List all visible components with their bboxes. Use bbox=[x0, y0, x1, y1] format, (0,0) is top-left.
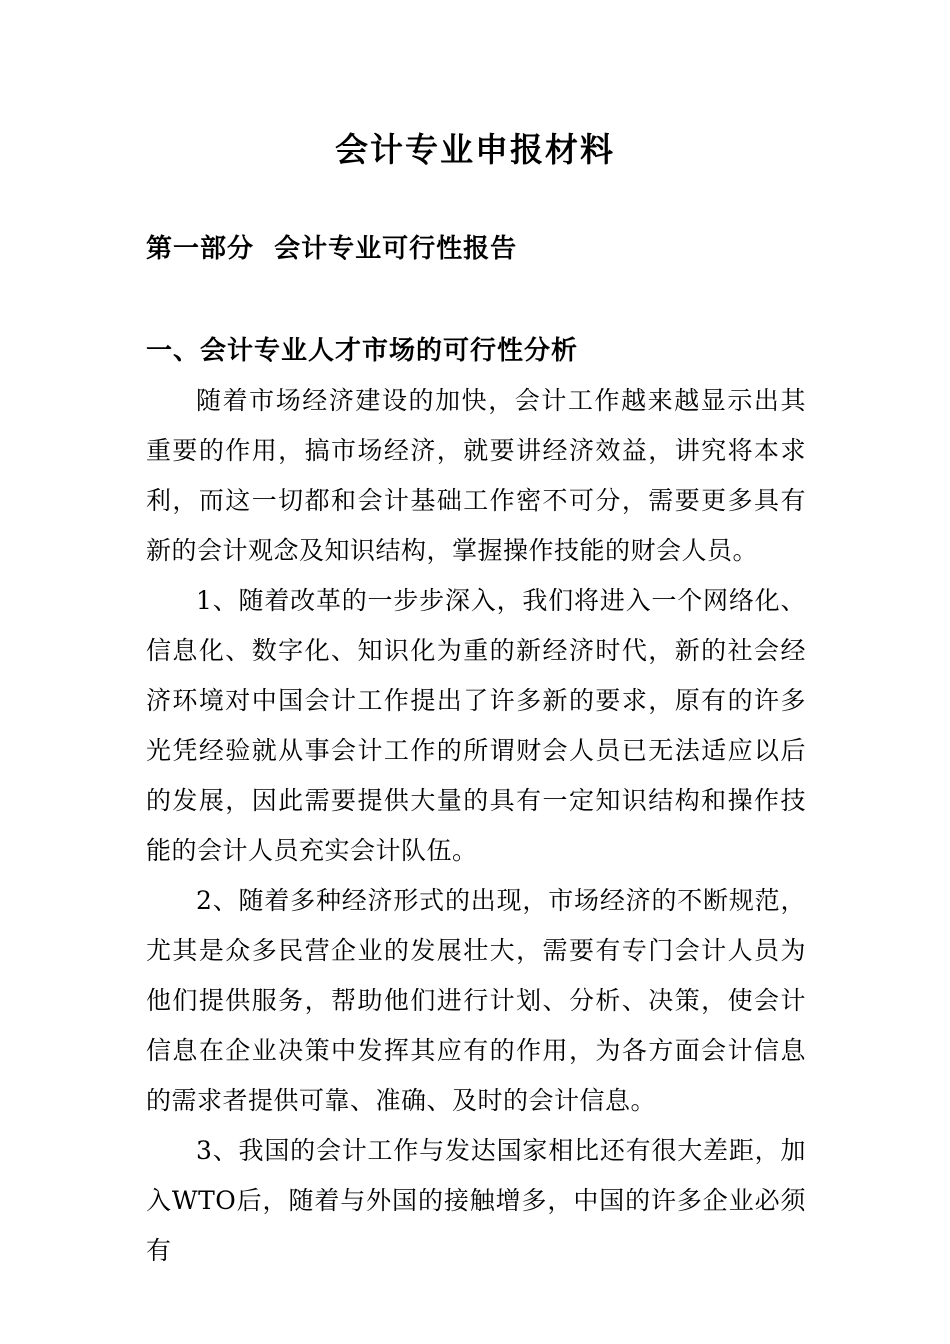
paragraph-point-2: 2、随着多种经济形式的出现，市场经济的不断规范，尤其是众多民营企业的发展壮大，需要有专门会计人员为他们提供服务，帮助他们进行计划、分析、决策，使会计信息在企业决策中发挥其应有的作用，为各方面会计信息的需求者提供可靠、准确、及时的会计信息。 bbox=[146, 886, 806, 1115]
section-heading: 一、会计专业人才市场的可行性分析 bbox=[146, 336, 579, 366]
body-text bbox=[146, 376, 806, 1276]
paragraph-point-1: 1、随着改革的一步步深入，我们将进入一个网络化、信息化、数字化、知识化为重的新经济时代，新的社会经济环境对中国会计工作提出了许多新的要求，原有的许多光凭经验就从事会计工作的所谓财会人员已无法适应以后的发展，因此需要提供大量的具有一定知识结构和操作技能的会计人员充实会计队伍。 bbox=[146, 586, 806, 865]
paragraph-intro: 随着市场经济建设的加快，会计工作越来越显示出其重要的作用，搞市场经济，就要讲经济效益，讲究将本求利，而这一切都和会计基础工作密不可分，需要更多具有新的会计观念及知识结构，掌握操作技能的财会人员。 bbox=[146, 386, 806, 565]
paragraph-point-3: 3、我国的会计工作与发达国家相比还有很大差距，加入WTO后，随着与外国的接触增多，中国的许多企业必须有 bbox=[146, 1136, 806, 1265]
part-heading: 第一部分 会计专业可行性报告 bbox=[146, 234, 518, 264]
document-title: 会计专业申报材料 bbox=[335, 130, 615, 169]
